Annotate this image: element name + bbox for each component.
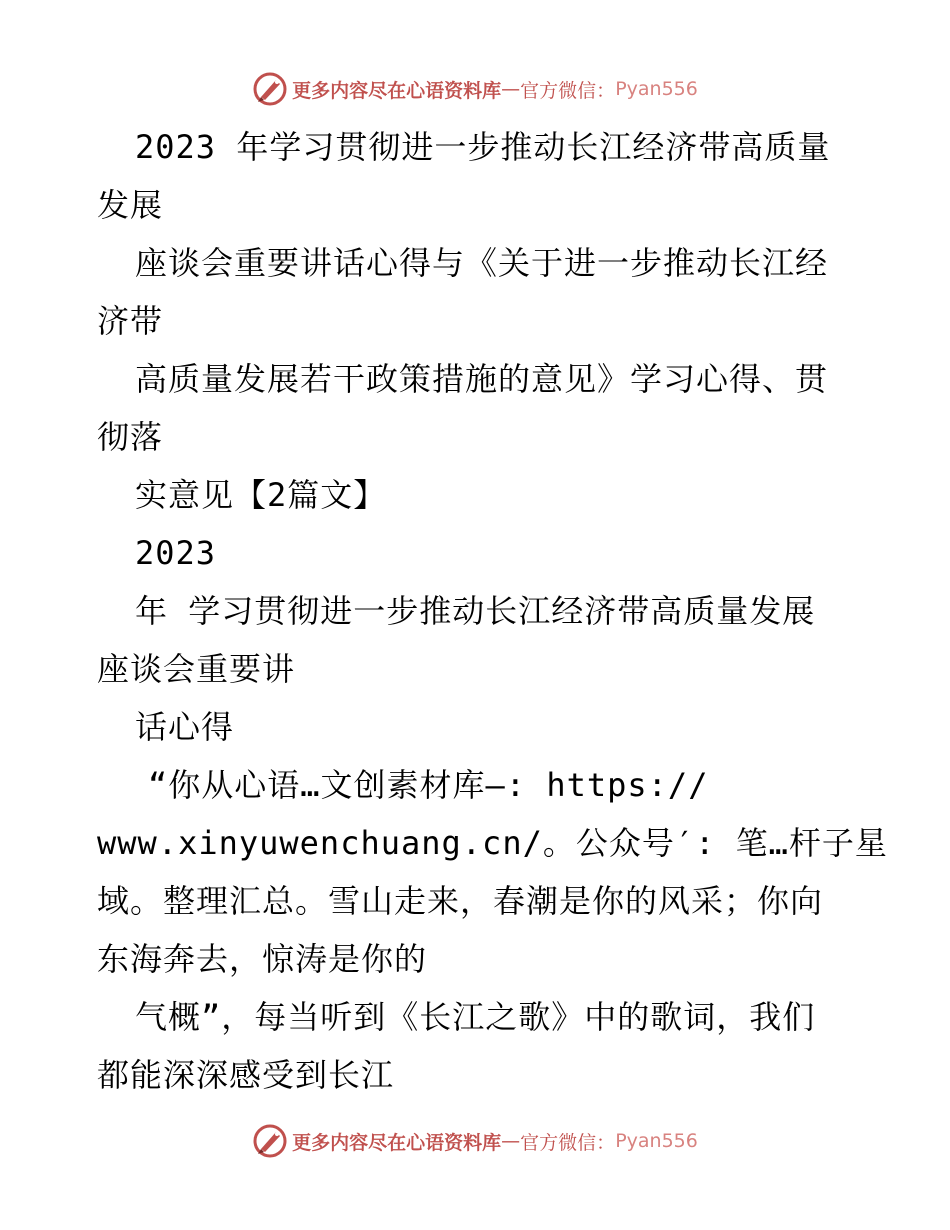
pen-logo-icon xyxy=(252,71,288,107)
pen-logo-icon xyxy=(252,1123,288,1159)
banner-main-text: 更多内容尽在心语资料库 xyxy=(292,1131,502,1154)
banner-main-text: 更多内容尽在心语资料库 xyxy=(292,79,502,102)
doc-line: 东海奔去，惊涛是你的 xyxy=(97,940,428,978)
doc-line: 座谈会重要讲话心得与《关于进一步推动长江经 xyxy=(135,244,829,282)
banner-wechat-id: Pyan556 xyxy=(615,1130,698,1152)
doc-line: 发展 xyxy=(97,186,164,224)
doc-line: 2023 年学习贯彻进一步推动长江经济带高质量 xyxy=(135,128,831,166)
header-watermark xyxy=(0,69,950,109)
doc-line: 座谈会重要讲 xyxy=(97,650,296,688)
doc-line: 话心得 xyxy=(135,708,235,746)
doc-line: 济带 xyxy=(97,302,164,340)
doc-line: 气概”，每当听到《长江之歌》中的歌词，我们 xyxy=(135,998,816,1036)
doc-line: 2023 xyxy=(135,534,217,572)
doc-line: 域。整理汇总。雪山走来，春潮是你的风采；你向 xyxy=(97,882,824,920)
doc-line: 都能深深感受到长江 xyxy=(97,1056,395,1094)
banner-sub-text: 官方微信： xyxy=(520,79,616,102)
banner-separator: — xyxy=(501,1130,521,1152)
doc-line: “你从心语…文创素材库—: https:// xyxy=(148,766,709,804)
banner-separator: — xyxy=(501,78,521,100)
doc-line: 实意见【2篇文】 xyxy=(135,476,387,514)
footer-watermark xyxy=(0,1121,950,1161)
doc-line: 彻落 xyxy=(97,418,164,456)
doc-line: 年 学习贯彻进一步推动长江经济带高质量发展 xyxy=(135,592,816,630)
banner-wechat-id: Pyan556 xyxy=(615,78,698,100)
doc-line: 高质量发展若干政策措施的意见》学习心得、贯 xyxy=(135,360,829,398)
banner-sub-text: 官方微信： xyxy=(520,1131,616,1154)
doc-line: www.xinyuwenchuang.cn/。公众号′: 笔…杆子星 xyxy=(97,824,888,862)
